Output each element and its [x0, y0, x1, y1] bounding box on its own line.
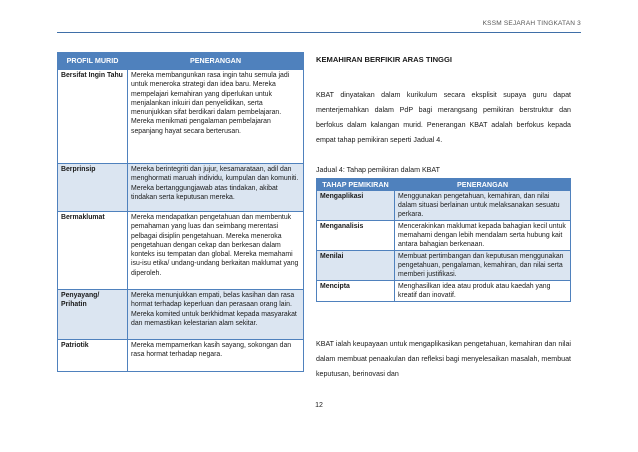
- page-number: 12: [315, 402, 323, 409]
- table-row: [58, 212, 304, 290]
- table-caption: Jadual 4: Tahap pemikiran dalam KBAT: [316, 166, 440, 174]
- running-header: KSSM SEJARAH TINGKATAN 3: [482, 20, 581, 27]
- table-row: [58, 164, 304, 212]
- table-header-row: [58, 53, 304, 70]
- profile-label: Penyayang/ Prihatin: [58, 290, 128, 340]
- profile-label: Berprinsip: [58, 164, 128, 212]
- column-header-penerangan: PENERANGAN: [395, 179, 571, 191]
- table-row: [58, 340, 304, 372]
- profile-description: Mereka membangunkan rasa ingin tahu semula jadi untuk meneroka strategi dan idea baru. Mereka mempelajari kemahiran yang diperlukan untuk menjalankan inkuiri dan penyelidikan, serta menunjukkan sifat berdikari dalam pembelajaran. Mereka menikmati pengalaman pembelajaran sepanjang hayat secara berterusan.: [128, 70, 304, 164]
- paragraph-intro: KBAT dinyatakan dalam kurikulum secara eksplisit supaya guru dapat menterjemahkan dalam PdP bagi merangsang pemikiran berstruktur dan berfokus dalam kalangan murid. Penerangan KBAT adalah berfokus kepada empat tahap pemikiran seperti Jadual 4.: [316, 91, 571, 144]
- table-row: [317, 221, 571, 251]
- table-row: [58, 290, 304, 340]
- level-label: Menilai: [317, 251, 395, 281]
- level-label: Mencipta: [317, 281, 395, 302]
- paragraph-kbat-definition: KBAT ialah keupayaan untuk mengaplikasikan pengetahuan, kemahiran dan nilai dalam membuat penaakulan dan refleksi bagi menyelesaikan masalah, membuat keputusan, berinovasi dan: [316, 340, 571, 378]
- column-header-penerangan: PENERANGAN: [128, 53, 304, 70]
- table-row: [317, 281, 571, 302]
- table-header-row: [317, 179, 571, 191]
- level-description: Mencerakinkan maklumat kepada bahagian kecil untuk memahami dengan lebih mendalam serta hubung kait antara bahagian berkenaan.: [395, 221, 571, 251]
- profil-murid-table: [57, 52, 304, 372]
- column-header-profil: PROFIL MURID: [58, 53, 128, 70]
- level-description: Menghasilkan idea atau produk atau kaedah yang kreatif dan inovatif.: [395, 281, 571, 302]
- profile-description: Mereka mendapatkan pengetahuan dan membentuk pemahaman yang luas dan seimbang merentasi pelbagai disiplin pengetahuan. Mereka meneroka pengetahuan dengan cekap dan berkesan dalam konteks isu tempatan dan global. Mereka memahami isu-isu etika/ undang-undang berkaitan maklumat yang diperoleh.: [128, 212, 304, 290]
- table-row: [317, 251, 571, 281]
- column-header-tahap: TAHAP PEMIKIRAN: [317, 179, 395, 191]
- table-row: [317, 191, 571, 221]
- profile-label: Bersifat Ingin Tahu: [58, 70, 128, 164]
- section-title: KEMAHIRAN BERFIKIR ARAS TINGGI: [316, 55, 452, 64]
- level-label: Menganalisis: [317, 221, 395, 251]
- profile-description: Mereka menunjukkan empati, belas kasihan dan rasa hormat terhadap keperluan dan perasaan orang lain. Mereka komited untuk berkhidmat kepada masyarakat dan memastikan kelestarian alam sekitar.: [128, 290, 304, 340]
- profile-label: Patriotik: [58, 340, 128, 372]
- level-description: Menggunakan pengetahuan, kemahiran, dan nilai dalam situasi berlainan untuk melaksanakan sesuatu perkara.: [395, 191, 571, 221]
- profile-description: Mereka mempamerkan kasih sayang, sokongan dan rasa hormat terhadap negara.: [128, 340, 304, 372]
- kbat-table: [316, 178, 571, 302]
- level-description: Membuat pertimbangan dan keputusan menggunakan pengetahuan, pengalaman, kemahiran, dan nilai serta memberi justifikasi.: [395, 251, 571, 281]
- profile-description: Mereka berintegriti dan jujur, kesamarataan, adil dan menghormati maruah individu, kumpulan dan komuniti. Mereka bertanggungjawab atas tindakan, akibat tindakan serta keputusan mereka.: [128, 164, 304, 212]
- table-row: [58, 70, 304, 164]
- header-divider: [57, 32, 581, 33]
- profile-label: Bermaklumat: [58, 212, 128, 290]
- level-label: Mengaplikasi: [317, 191, 395, 221]
